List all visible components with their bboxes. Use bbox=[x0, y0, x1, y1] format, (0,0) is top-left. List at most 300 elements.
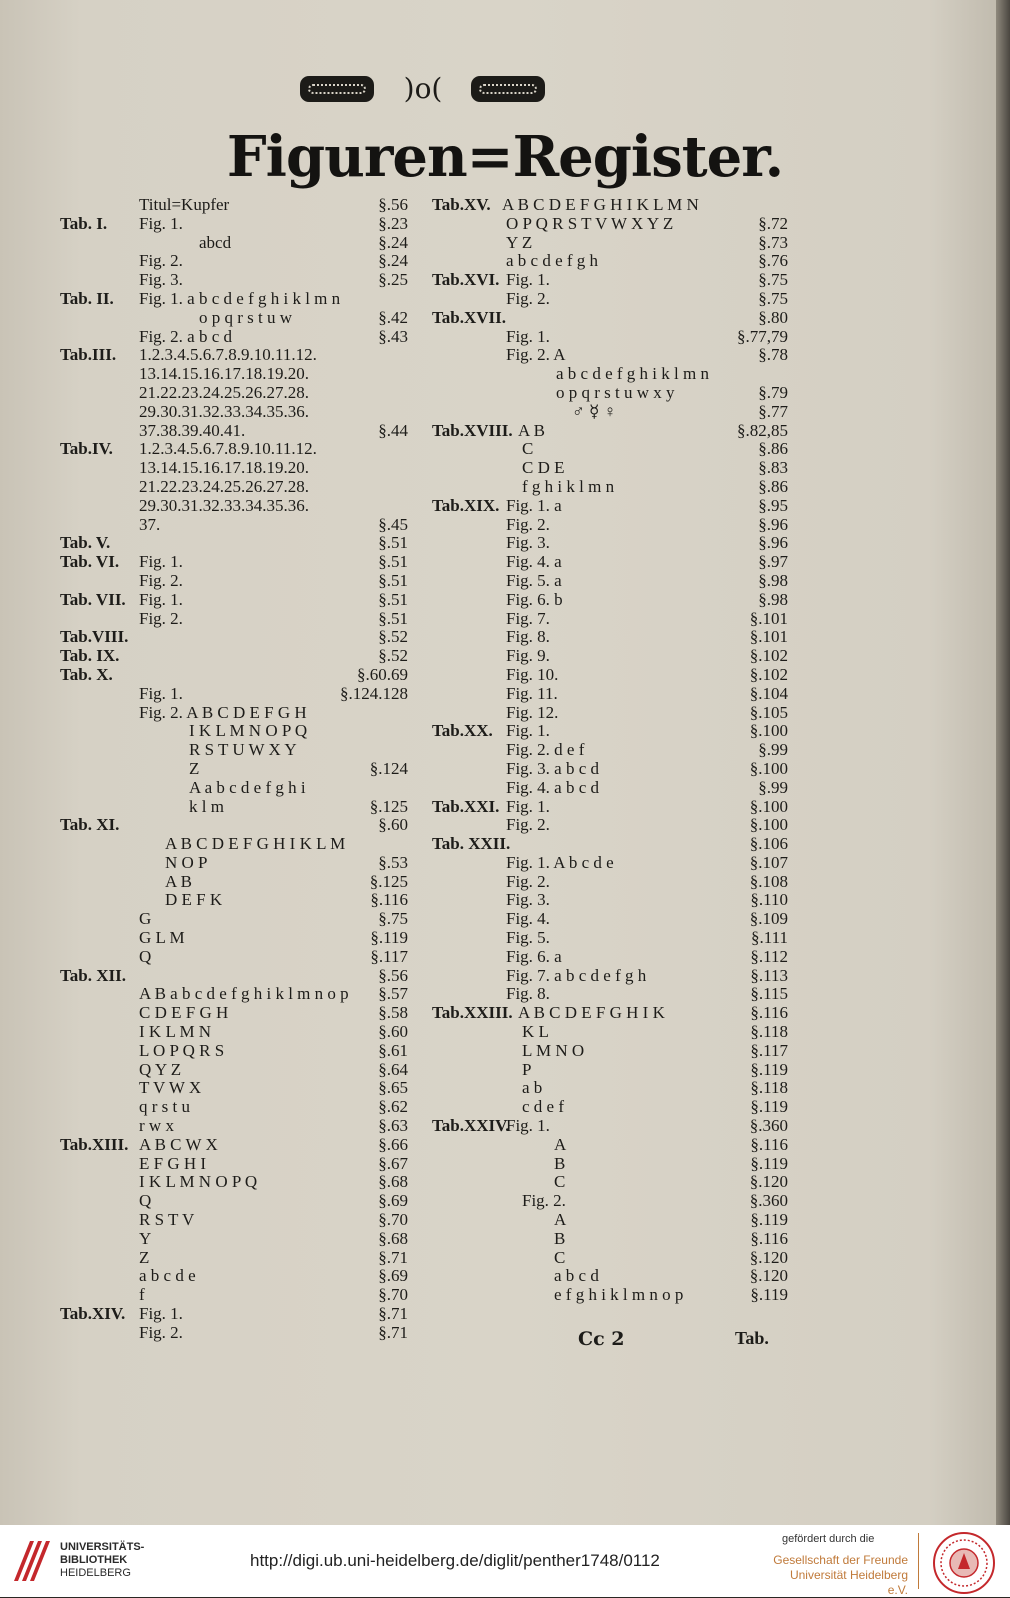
section-reference: §.75 bbox=[378, 909, 408, 929]
figure-label: Fig. 11. bbox=[506, 683, 558, 703]
section-reference: §.25 bbox=[378, 270, 408, 290]
section-reference: §.56 bbox=[378, 195, 408, 214]
figure-label: Fig. 9. bbox=[506, 646, 550, 666]
plate-label: Tab. VII. bbox=[60, 589, 126, 609]
figure-label: C bbox=[522, 439, 534, 459]
figure-label: abcd bbox=[199, 232, 232, 252]
figure-label: Fig. 1. bbox=[139, 552, 183, 572]
index-entry bbox=[426, 647, 788, 666]
library-name-line3: HEIDELBERG bbox=[60, 1567, 131, 1579]
plate-label: Tab.XXIII. bbox=[432, 1003, 513, 1023]
section-reference: §.24 bbox=[378, 251, 408, 271]
sponsor-name[interactable] bbox=[772, 1553, 908, 1598]
plate-label: Tab.XV. bbox=[432, 195, 491, 214]
index-entry bbox=[426, 196, 788, 215]
university-seal-icon[interactable] bbox=[932, 1531, 996, 1595]
index-entry bbox=[426, 1042, 788, 1061]
viewer-footer bbox=[0, 1525, 1010, 1597]
index-entry bbox=[56, 534, 408, 553]
section-reference: §.113 bbox=[750, 965, 788, 985]
index-entry bbox=[56, 516, 408, 535]
index-entry bbox=[426, 346, 788, 365]
figure-label: Z bbox=[189, 758, 200, 778]
section-reference: §.58 bbox=[378, 1003, 408, 1023]
figure-label: Fig. 2. bbox=[139, 608, 183, 628]
index-entry bbox=[426, 534, 788, 553]
index-entry bbox=[426, 1192, 788, 1211]
index-entry bbox=[56, 1173, 408, 1192]
section-reference: §.68 bbox=[378, 1228, 408, 1248]
figure-label: Fig. 1. a bbox=[506, 495, 562, 515]
figure-label: a b c d bbox=[554, 1266, 599, 1286]
section-reference: §.53 bbox=[378, 852, 408, 872]
section-reference: §.102 bbox=[749, 664, 788, 684]
index-entry bbox=[56, 722, 408, 741]
section-reference: §.120 bbox=[749, 1172, 788, 1192]
figure-label: Fig. 5. a bbox=[506, 570, 562, 590]
section-reference: §.60 bbox=[378, 815, 408, 835]
figure-label: Fig. 3. bbox=[139, 270, 183, 290]
index-entry bbox=[56, 628, 408, 647]
figure-label: R S T V bbox=[139, 1210, 195, 1230]
plate-label: Tab. II. bbox=[60, 288, 114, 308]
figure-label: G bbox=[139, 909, 152, 929]
section-reference: §.118 bbox=[750, 1078, 788, 1098]
figure-label: 37. bbox=[139, 514, 161, 534]
index-entry bbox=[56, 1192, 408, 1211]
index-entry bbox=[426, 572, 788, 591]
figure-label: 29.30.31.32.33.34.35.36. bbox=[139, 401, 309, 421]
figure-label: Fig. 2. bbox=[506, 514, 550, 534]
index-entry bbox=[56, 891, 408, 910]
index-entry bbox=[56, 1324, 408, 1343]
index-entry bbox=[56, 741, 408, 760]
index-entry bbox=[56, 497, 408, 516]
figure-label: Fig. 5. bbox=[506, 928, 550, 948]
section-reference: §.100 bbox=[749, 758, 788, 778]
plate-label: Tab.III. bbox=[60, 345, 117, 365]
section-reference: §.117 bbox=[750, 1040, 788, 1060]
section-reference: §.116 bbox=[750, 1134, 788, 1154]
section-reference: §.116 bbox=[750, 1003, 788, 1023]
section-reference: §.104 bbox=[749, 683, 788, 703]
figure-label: f g h i k l m n bbox=[522, 476, 615, 496]
figure-label: A bbox=[554, 1134, 567, 1154]
figure-label: Fig. 7. a b c d e f g h bbox=[506, 965, 647, 985]
permalink-url[interactable]: http://digi.ub.uni-heidelberg.de/diglit/penther1748/0112 bbox=[250, 1551, 660, 1570]
section-reference: §.101 bbox=[749, 627, 788, 647]
section-reference: §.45 bbox=[378, 514, 408, 534]
index-entry bbox=[426, 1211, 788, 1230]
index-entry bbox=[56, 1230, 408, 1249]
index-entry bbox=[426, 967, 788, 986]
figure-label: P bbox=[522, 1059, 532, 1079]
section-reference: §.108 bbox=[749, 871, 788, 891]
figure-label: Q bbox=[139, 946, 152, 966]
figure-label: C bbox=[554, 1247, 566, 1267]
section-reference: §.73 bbox=[758, 232, 788, 252]
figure-label: I K L M N bbox=[139, 1022, 212, 1042]
plate-label: Tab. XXII. bbox=[432, 834, 511, 854]
index-entry bbox=[56, 328, 408, 347]
index-entry bbox=[426, 873, 788, 892]
section-reference: §.101 bbox=[749, 608, 788, 628]
section-reference: §.116 bbox=[750, 1228, 788, 1248]
figure-label: Z bbox=[139, 1247, 150, 1267]
left-index-column bbox=[56, 196, 408, 1343]
figure-label: Fig. 2. bbox=[506, 288, 550, 308]
figure-label: Fig. 4. bbox=[506, 909, 550, 929]
index-entry bbox=[426, 271, 788, 290]
header-ornament bbox=[300, 72, 545, 106]
index-entry bbox=[426, 835, 788, 854]
index-entry bbox=[426, 779, 788, 798]
figure-label: Fig. 2. A bbox=[506, 345, 566, 365]
section-reference: §.100 bbox=[749, 815, 788, 835]
figure-label: 37.38.39.40.41. bbox=[139, 420, 246, 440]
section-reference: §.23 bbox=[378, 213, 408, 233]
ornament-right bbox=[471, 76, 545, 102]
figure-label: Y Z bbox=[506, 232, 533, 252]
section-reference: §.119 bbox=[750, 1097, 788, 1117]
index-entry bbox=[426, 798, 788, 817]
index-entry bbox=[56, 346, 408, 365]
plate-label: Tab.XXIV. bbox=[432, 1116, 510, 1136]
index-entry bbox=[56, 290, 408, 309]
index-entry bbox=[56, 365, 408, 384]
index-entry bbox=[426, 722, 788, 741]
section-reference: §.51 bbox=[378, 552, 408, 572]
index-entry bbox=[56, 440, 408, 459]
section-reference: §.71 bbox=[378, 1247, 408, 1267]
index-entry bbox=[56, 1042, 408, 1061]
section-reference: §.75 bbox=[758, 288, 788, 308]
figure-label: a b c d e bbox=[139, 1266, 196, 1286]
plate-label: Tab. I. bbox=[60, 213, 108, 233]
figure-label: Fig. 1. bbox=[139, 683, 183, 703]
section-reference: §.61 bbox=[378, 1040, 408, 1060]
figure-label: B bbox=[554, 1153, 566, 1173]
figure-label: Fig. 4. a b c d bbox=[506, 777, 600, 797]
index-entry bbox=[426, 666, 788, 685]
plate-label: Tab.IV. bbox=[60, 439, 113, 459]
section-reference: §.67 bbox=[378, 1153, 408, 1173]
right-index-column bbox=[426, 196, 788, 1305]
plate-label: Tab.XXI. bbox=[432, 796, 500, 816]
index-entry bbox=[426, 891, 788, 910]
figure-label: k l m bbox=[189, 796, 224, 816]
figure-label: Titul=Kupfer bbox=[139, 195, 230, 214]
section-reference: §.65 bbox=[378, 1078, 408, 1098]
section-reference: §.69 bbox=[378, 1266, 408, 1286]
sponsor-caption: gefördert durch die bbox=[782, 1533, 875, 1545]
section-reference: §.119 bbox=[750, 1285, 788, 1305]
figure-label: Fig. 2. bbox=[139, 251, 183, 271]
section-reference: §.71 bbox=[378, 1304, 408, 1324]
index-entry bbox=[56, 929, 408, 948]
section-reference: §.52 bbox=[378, 646, 408, 666]
index-entry bbox=[56, 478, 408, 497]
figure-label: Q bbox=[139, 1191, 152, 1211]
figure-label: 1.2.3.4.5.6.7.8.9.10.11.12. bbox=[139, 345, 317, 365]
figure-label: Fig. 4. a bbox=[506, 552, 562, 572]
section-reference: §.77 bbox=[758, 401, 788, 421]
figure-label: Fig. 3. bbox=[506, 533, 550, 553]
figure-label: Fig. 2. A B C D E F G H bbox=[139, 702, 307, 722]
index-entry bbox=[426, 910, 788, 929]
section-reference: §.107 bbox=[749, 852, 788, 872]
plate-label: Tab. X. bbox=[60, 664, 113, 684]
figure-label: Y bbox=[139, 1228, 152, 1248]
index-entry bbox=[426, 309, 788, 328]
index-entry bbox=[56, 553, 408, 572]
figure-label: Fig. 8. bbox=[506, 984, 550, 1004]
index-entry bbox=[426, 948, 788, 967]
figure-label: 13.14.15.16.17.18.19.20. bbox=[139, 458, 309, 478]
index-entry bbox=[56, 1004, 408, 1023]
figure-label: O P Q R S T V W X Y Z bbox=[506, 213, 674, 233]
index-entry bbox=[56, 948, 408, 967]
figure-label: Fig. 1. bbox=[506, 270, 550, 290]
section-reference: §.80 bbox=[758, 307, 788, 327]
section-reference: §.99 bbox=[758, 777, 788, 797]
section-reference: §.97 bbox=[758, 552, 788, 572]
section-reference: §.98 bbox=[758, 589, 788, 609]
university-library-logo-icon[interactable] bbox=[10, 1535, 52, 1587]
sponsor-name-line2: Universität Heidelberg e.V. bbox=[789, 1568, 908, 1597]
section-reference: §.86 bbox=[758, 439, 788, 459]
library-name-line2: BIBLIOTHEK bbox=[60, 1554, 128, 1566]
figure-label: A B bbox=[165, 871, 192, 891]
section-reference: §.124.128 bbox=[340, 683, 408, 703]
section-reference: §.100 bbox=[749, 721, 788, 741]
section-reference: §.120 bbox=[749, 1266, 788, 1286]
page-title: Figuren=Register. bbox=[226, 124, 784, 190]
figure-label: 29.30.31.32.33.34.35.36. bbox=[139, 495, 309, 515]
index-entry bbox=[426, 985, 788, 1004]
figure-label: 1.2.3.4.5.6.7.8.9.10.11.12. bbox=[139, 439, 317, 459]
index-entry bbox=[56, 1117, 408, 1136]
figure-label: Fig. 2. a b c d bbox=[139, 326, 233, 346]
plate-label: Tab.XIV. bbox=[60, 1304, 126, 1324]
figure-label: a b c d e f g h i k l m n bbox=[556, 364, 709, 384]
section-reference: §.42 bbox=[378, 307, 408, 327]
figure-label: A B C W X bbox=[139, 1134, 218, 1154]
section-reference: §.115 bbox=[750, 984, 788, 1004]
index-entry bbox=[426, 854, 788, 873]
plate-label: Tab.XVII. bbox=[432, 307, 507, 327]
figure-label: ♂ ☿ ♀ bbox=[572, 401, 617, 421]
figure-label: f bbox=[139, 1285, 145, 1305]
figure-label: Fig. 1. bbox=[506, 796, 550, 816]
ornament-left bbox=[300, 76, 374, 102]
figure-label: q r s t u bbox=[139, 1097, 190, 1117]
plate-label: Tab. VI. bbox=[60, 552, 120, 572]
figure-label: C D E bbox=[522, 458, 565, 478]
section-reference: §.52 bbox=[378, 627, 408, 647]
index-entry bbox=[426, 1117, 788, 1136]
index-entry bbox=[426, 1155, 788, 1174]
figure-label: Fig. 2. bbox=[506, 871, 550, 891]
section-reference: §.119 bbox=[750, 1059, 788, 1079]
sponsor-name-line1: Gesellschaft der Freunde bbox=[773, 1553, 908, 1567]
figure-label: Fig. 2. bbox=[139, 570, 183, 590]
library-name[interactable] bbox=[60, 1541, 144, 1580]
figure-label: Fig. 1. bbox=[139, 589, 183, 609]
section-reference: §.78 bbox=[758, 345, 788, 365]
figure-label: A B C D E F G H I K L M bbox=[165, 834, 346, 854]
section-reference: §.51 bbox=[378, 570, 408, 590]
section-reference: §.96 bbox=[758, 533, 788, 553]
index-entry bbox=[56, 1061, 408, 1080]
index-entry bbox=[426, 403, 788, 422]
sponsor-divider bbox=[918, 1533, 919, 1589]
figure-label: Fig. 1. bbox=[139, 213, 183, 233]
figure-label: a b c d e f g h bbox=[506, 251, 599, 271]
figure-label: N O P bbox=[165, 852, 208, 872]
section-reference: §.72 bbox=[758, 213, 788, 233]
figure-label: 21.22.23.24.25.26.27.28. bbox=[139, 382, 309, 402]
index-entry bbox=[56, 1267, 408, 1286]
figure-label: e f g h i k l m n o p bbox=[554, 1285, 684, 1305]
section-reference: §.51 bbox=[378, 589, 408, 609]
section-reference: §.124 bbox=[369, 758, 408, 778]
section-reference: §.68 bbox=[378, 1172, 408, 1192]
section-reference: §.60.69 bbox=[357, 664, 408, 684]
plate-label: Tab.XVI. bbox=[432, 270, 500, 290]
section-reference: §.98 bbox=[758, 570, 788, 590]
index-entry bbox=[426, 553, 788, 572]
figure-label: C bbox=[554, 1172, 566, 1192]
index-entry bbox=[426, 215, 788, 234]
index-entry bbox=[56, 610, 408, 629]
index-entry bbox=[56, 760, 408, 779]
index-entry bbox=[56, 252, 408, 271]
figure-label: B bbox=[554, 1228, 566, 1248]
index-entry bbox=[56, 1249, 408, 1268]
section-reference: §.119 bbox=[370, 928, 408, 948]
figure-label: A B C D E F G H I K bbox=[518, 1003, 665, 1023]
section-reference: §.44 bbox=[378, 420, 408, 440]
index-entry bbox=[426, 1173, 788, 1192]
section-reference: §.112 bbox=[750, 946, 788, 966]
index-entry bbox=[56, 1286, 408, 1305]
index-entry bbox=[426, 290, 788, 309]
figure-label: L O P Q R S bbox=[139, 1040, 225, 1060]
index-entry bbox=[56, 816, 408, 835]
index-entry bbox=[56, 572, 408, 591]
index-entry bbox=[56, 1305, 408, 1324]
index-entry bbox=[56, 967, 408, 986]
figure-label: Fig. 12. bbox=[506, 702, 559, 722]
section-reference: §.360 bbox=[749, 1116, 788, 1136]
figure-label: Fig. 1. bbox=[506, 1116, 550, 1136]
index-entry bbox=[426, 478, 788, 497]
figure-label: I K L M N O P Q bbox=[189, 721, 308, 741]
index-entry bbox=[56, 1098, 408, 1117]
section-reference: §.119 bbox=[750, 1153, 788, 1173]
index-entry bbox=[56, 215, 408, 234]
index-entry bbox=[426, 422, 788, 441]
index-entry bbox=[426, 252, 788, 271]
section-reference: §.63 bbox=[378, 1116, 408, 1136]
figure-label: Fig. 1. a b c d e f g h i k l m n bbox=[139, 288, 341, 308]
figure-label: Fig. 10. bbox=[506, 664, 559, 684]
section-reference: §.118 bbox=[750, 1022, 788, 1042]
index-entry bbox=[56, 873, 408, 892]
section-reference: §.79 bbox=[758, 382, 788, 402]
catchword: Tab. bbox=[735, 1328, 769, 1348]
index-entry bbox=[426, 685, 788, 704]
section-reference: §.86 bbox=[758, 476, 788, 496]
section-reference: §.95 bbox=[758, 495, 788, 515]
section-reference: §.60 bbox=[378, 1022, 408, 1042]
figure-label: R S T U W X Y bbox=[189, 740, 297, 760]
figure-label: 13.14.15.16.17.18.19.20. bbox=[139, 364, 309, 384]
index-entry bbox=[56, 1136, 408, 1155]
figure-label: Fig. 2. d e f bbox=[506, 740, 585, 760]
plate-label: Tab. IX. bbox=[60, 646, 120, 666]
section-reference: §.125 bbox=[369, 871, 408, 891]
index-entry bbox=[56, 647, 408, 666]
index-entry bbox=[426, 516, 788, 535]
index-entry bbox=[426, 1267, 788, 1286]
index-entry bbox=[56, 384, 408, 403]
index-entry bbox=[56, 403, 408, 422]
plate-label: Tab.XVIII. bbox=[432, 420, 513, 440]
section-reference: §.82,85 bbox=[737, 420, 788, 440]
section-reference: §.51 bbox=[378, 608, 408, 628]
figure-label: Fig. 1. bbox=[506, 721, 550, 741]
section-reference: §.109 bbox=[749, 909, 788, 929]
figure-label: Fig. 2. bbox=[522, 1191, 566, 1211]
figure-label: Fig. 1. bbox=[506, 326, 550, 346]
figure-label: A B bbox=[518, 420, 545, 440]
index-entry bbox=[426, 704, 788, 723]
index-entry bbox=[56, 704, 408, 723]
index-entry bbox=[426, 328, 788, 347]
figure-label: D E F K bbox=[165, 890, 223, 910]
figure-label: L M N O bbox=[522, 1040, 585, 1060]
index-entry bbox=[56, 459, 408, 478]
index-entry bbox=[56, 1155, 408, 1174]
section-reference: §.64 bbox=[378, 1059, 408, 1079]
index-entry bbox=[56, 196, 408, 215]
index-entry bbox=[426, 440, 788, 459]
figure-label: A a b c d e f g h i bbox=[189, 777, 306, 797]
figure-label: K L bbox=[522, 1022, 549, 1042]
figure-label: Fig. 1. A b c d e bbox=[506, 852, 614, 872]
index-entry bbox=[426, 1230, 788, 1249]
index-entry bbox=[56, 910, 408, 929]
plate-label: Tab.XX. bbox=[432, 721, 493, 741]
figure-label: Fig. 6. b bbox=[506, 589, 563, 609]
section-reference: §.75 bbox=[758, 270, 788, 290]
figure-label: Fig. 2. bbox=[139, 1322, 183, 1342]
plate-label: Tab. XI. bbox=[60, 815, 120, 835]
index-entry bbox=[426, 1004, 788, 1023]
section-reference: §.76 bbox=[758, 251, 788, 271]
figure-label: Fig. 7. bbox=[506, 608, 550, 628]
index-entry bbox=[426, 610, 788, 629]
index-entry bbox=[426, 1136, 788, 1155]
section-reference: §.96 bbox=[758, 514, 788, 534]
index-entry bbox=[56, 779, 408, 798]
plate-label: Tab.XIII. bbox=[60, 1134, 129, 1154]
section-reference: §.102 bbox=[749, 646, 788, 666]
section-reference: §.111 bbox=[751, 928, 788, 948]
section-reference: §.56 bbox=[378, 965, 408, 985]
